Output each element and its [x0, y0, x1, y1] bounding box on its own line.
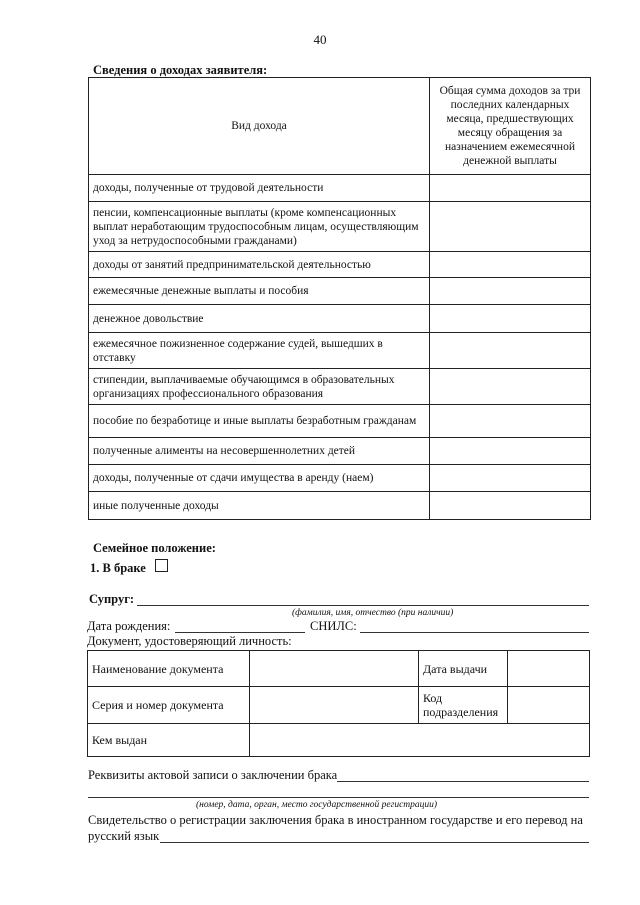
married-label: 1. В браке [90, 561, 146, 575]
table-row [89, 202, 591, 252]
married-checkbox[interactable] [155, 559, 168, 572]
marriage-record-field-line2[interactable] [88, 797, 589, 798]
income-type-cell: денежное довольствие [89, 305, 430, 333]
foreign-certificate-field[interactable] [160, 842, 589, 843]
spouse-name-field[interactable] [137, 605, 589, 606]
income-type-cell: полученные алименты на несовершеннолетних детей [89, 438, 430, 465]
series-number-field[interactable] [250, 687, 419, 724]
page-number: 40 [313, 32, 327, 47]
series-number-label: Серия и номер документа [88, 687, 250, 724]
table-row [89, 252, 591, 278]
table-row [88, 724, 590, 757]
table-row [89, 278, 591, 305]
income-sum-header: Общая сумма доходов за три последних календарных месяца, предшествующих месяцу обращения за назначением ежемесячной денежной выплаты [430, 78, 591, 175]
income-type-cell: доходы от занятий предпринимательской деятельностью [89, 252, 430, 278]
id-document-table [87, 650, 590, 757]
table-row [89, 492, 591, 520]
foreign-certificate-label: Свидетельство о регистрации заключения брака в иностранном государстве и его перевод на [88, 813, 583, 827]
marriage-record-label: Реквизиты актовой записи о заключении брака [88, 768, 338, 782]
marriage-record-field[interactable] [337, 781, 589, 782]
income-sum-cell[interactable] [430, 305, 591, 333]
table-row [89, 175, 591, 202]
division-code-field[interactable] [508, 687, 590, 724]
income-sum-cell[interactable] [430, 492, 591, 520]
birth-date-label: Дата рождения: [87, 619, 171, 633]
doc-name-label: Наименование документа [88, 651, 250, 687]
income-sum-cell[interactable] [430, 438, 591, 465]
income-type-cell: ежемесячные денежные выплаты и пособия [89, 278, 430, 305]
snils-label: СНИЛС: [310, 619, 357, 633]
income-section-title: Сведения о доходах заявителя: [93, 63, 268, 77]
marriage-record-hint: (номер, дата, орган, место государственной регистрации) [196, 800, 438, 810]
income-type-cell: пособие по безработице и иные выплаты безработным гражданам [89, 405, 430, 438]
table-row [89, 405, 591, 438]
doc-name-field[interactable] [250, 651, 419, 687]
income-sum-cell[interactable] [430, 252, 591, 278]
table-row [89, 465, 591, 492]
income-sum-cell[interactable] [430, 278, 591, 305]
birth-date-field[interactable] [175, 632, 305, 633]
spouse-label: Супруг: [89, 592, 135, 606]
issue-date-label: Дата выдачи [419, 651, 508, 687]
issue-date-field[interactable] [508, 651, 590, 687]
id-document-label: Документ, удостоверяющий личность: [87, 634, 292, 648]
issued-by-label: Кем выдан [88, 724, 250, 757]
issued-by-field[interactable] [250, 724, 590, 757]
snils-field[interactable] [360, 632, 589, 633]
table-row [89, 333, 591, 369]
table-row [89, 305, 591, 333]
table-row [88, 651, 590, 687]
family-status-title: Семейное положение: [93, 541, 216, 555]
income-type-cell: доходы, полученные от трудовой деятельности [89, 175, 430, 202]
income-type-cell: доходы, полученные от сдачи имущества в аренду (наем) [89, 465, 430, 492]
table-row [89, 438, 591, 465]
table-row [89, 369, 591, 405]
income-sum-cell[interactable] [430, 175, 591, 202]
income-sum-cell[interactable] [430, 369, 591, 405]
income-type-cell: пенсии, компенсационные выплаты (кроме компенсационных выплат неработающим трудоспособным лицам, осуществляющим уход за нетрудоспособными гражданами) [89, 202, 430, 252]
income-sum-cell[interactable] [430, 465, 591, 492]
foreign-certificate-label-2: русский язык [88, 829, 160, 843]
table-row [88, 687, 590, 724]
income-sum-cell[interactable] [430, 333, 591, 369]
division-code-label: Код подразделения [419, 687, 508, 724]
income-type-cell: ежемесячное пожизненное содержание судей, вышедших в отставку [89, 333, 430, 369]
income-sum-cell[interactable] [430, 405, 591, 438]
income-table [88, 77, 591, 520]
spouse-name-hint: (фамилия, имя, отчество (при наличии) [292, 608, 454, 618]
income-type-cell: стипендии, выплачиваемые обучающимся в образовательных организациях профессионального образования [89, 369, 430, 405]
income-type-cell: иные полученные доходы [89, 492, 430, 520]
income-table-header [89, 78, 591, 175]
income-type-header: Вид дохода [89, 78, 430, 175]
income-sum-cell[interactable] [430, 202, 591, 252]
